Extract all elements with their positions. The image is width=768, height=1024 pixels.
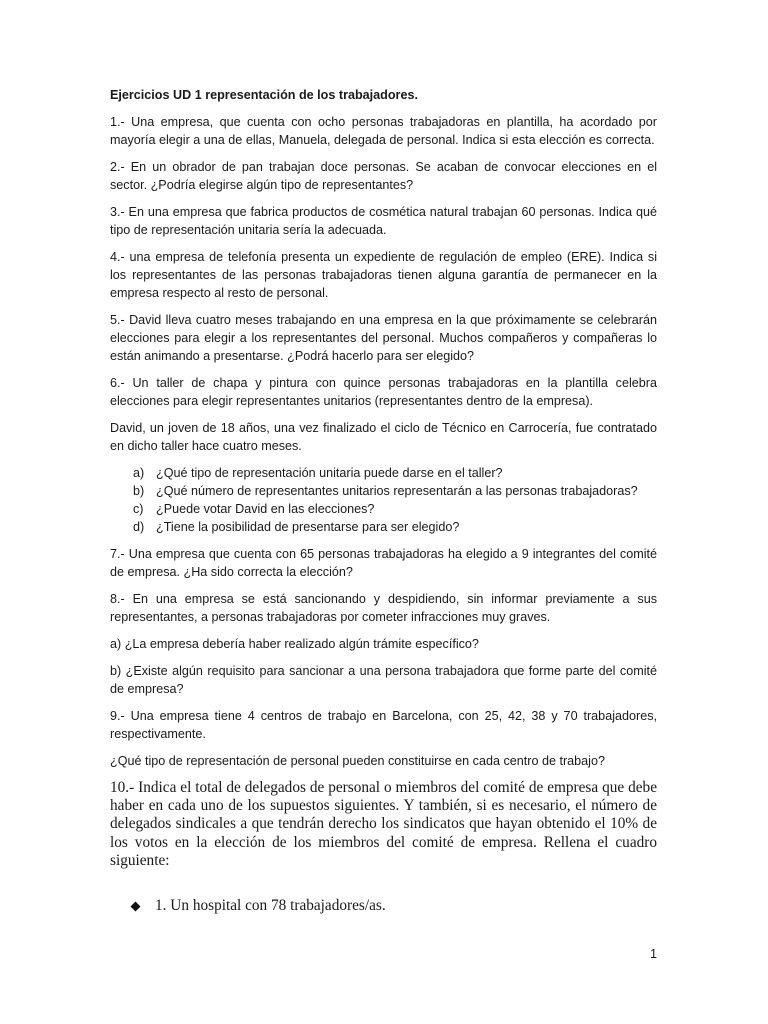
list-item-text: ¿Tiene la posibilidad de presentarse para ser elegido? (156, 520, 460, 534)
exercise-10-bullet (110, 897, 657, 915)
list-item (110, 500, 657, 518)
exercise-1: 1.- Una empresa, que cuenta con ocho personas trabajadoras en plantilla, ha acordado por mayoría elegir a una de ellas, Manuela, delegada de personal. Indica si esta elección es correcta. (110, 115, 657, 147)
page-number: 1 (649, 947, 657, 961)
exercise-6: 6.- Un taller de chapa y pintura con quince personas trabajadoras en la plantilla celebra elecciones para elegir representantes unitarios (representantes dentro de la empresa). (110, 376, 657, 408)
exercise-6-subquestions (110, 464, 657, 536)
diamond-bullet-icon (131, 901, 141, 911)
list-item (110, 482, 657, 500)
exercise-3: 3.- En una empresa que fabrica productos de cosmética natural trabajan 60 personas. Indica qué tipo de representación unitaria sería la adecuada. (110, 205, 657, 237)
exercise-10: 10.- Indica el total de delegados de personal o miembros del comité de empresa que debe haber en cada uno de los supuestos siguientes. Y también, si es necesario, el número de delegados sindicales a que tendrán derecho los sindicatos que hayan obtenido el 10% de los votos en la elección de los miembros del comité de empresa. Rellena el cuadro siguiente: (110, 779, 657, 869)
list-marker: c) (133, 502, 144, 516)
exercise-5: 5.- David lleva cuatro meses trabajando en una empresa en la que próximamente se celebrarán elecciones para elegir a los representantes del personal. Muchos compañeros y compañeras lo están animando a presentarse. ¿Podrá hacerlo para ser elegido? (110, 313, 657, 363)
exercise-7: 7.- Una empresa que cuenta con 65 personas trabajadoras ha elegido a 9 integrantes del comité de empresa. ¿Ha sido correcta la elección? (110, 547, 657, 579)
exercise-2: 2.- En un obrador de pan trabajan doce personas. Se acaban de convocar elecciones en el sector. ¿Podría elegirse algún tipo de representantes? (110, 160, 657, 192)
exercise-6-context: David, un joven de 18 años, una vez finalizado el ciclo de Técnico en Carrocería, fue contratado en dicho taller hace cuatro meses. (110, 421, 657, 453)
exercise-8: 8.- En una empresa se está sancionando y despidiendo, sin informar previamente a sus representantes, a personas trabajadoras por cometer infracciones muy graves. (110, 592, 657, 624)
list-marker: a) (133, 466, 145, 480)
document-body (110, 86, 657, 915)
exercise-9-question: ¿Qué tipo de representación de personal pueden constituirse en cada centro de trabajo? (110, 754, 605, 768)
list-item-text: ¿Qué tipo de representación unitaria puede darse en el taller? (156, 466, 503, 480)
list-item (110, 518, 657, 536)
document-title: Ejercicios UD 1 representación de los trabajadores. (110, 88, 418, 102)
exercise-10-bullet-text: 1. Un hospital con 78 trabajadores/as. (155, 897, 386, 915)
exercise-8b: b) ¿Existe algún requisito para sancionar a una persona trabajadora que forme parte del comité de empresa? (110, 664, 657, 696)
list-marker: d) (133, 520, 145, 534)
exercise-8a: a) ¿La empresa debería haber realizado algún trámite específico? (110, 637, 479, 651)
list-item-text: ¿Qué número de representantes unitarios representarán a las personas trabajadoras? (156, 484, 638, 498)
list-marker: b) (133, 484, 145, 498)
exercise-4: 4.- una empresa de telefonía presenta un expediente de regulación de empleo (ERE). Indica si los representantes de las personas trabajadoras tienen alguna garantía de permanecer en la empresa respecto al resto de personal. (110, 250, 657, 300)
exercise-9: 9.- Una empresa tiene 4 centros de trabajo en Barcelona, con 25, 42, 38 y 70 trabajadores, respectivamente. (110, 709, 657, 741)
list-item (110, 464, 657, 482)
list-item-text: ¿Puede votar David en las elecciones? (156, 502, 375, 516)
